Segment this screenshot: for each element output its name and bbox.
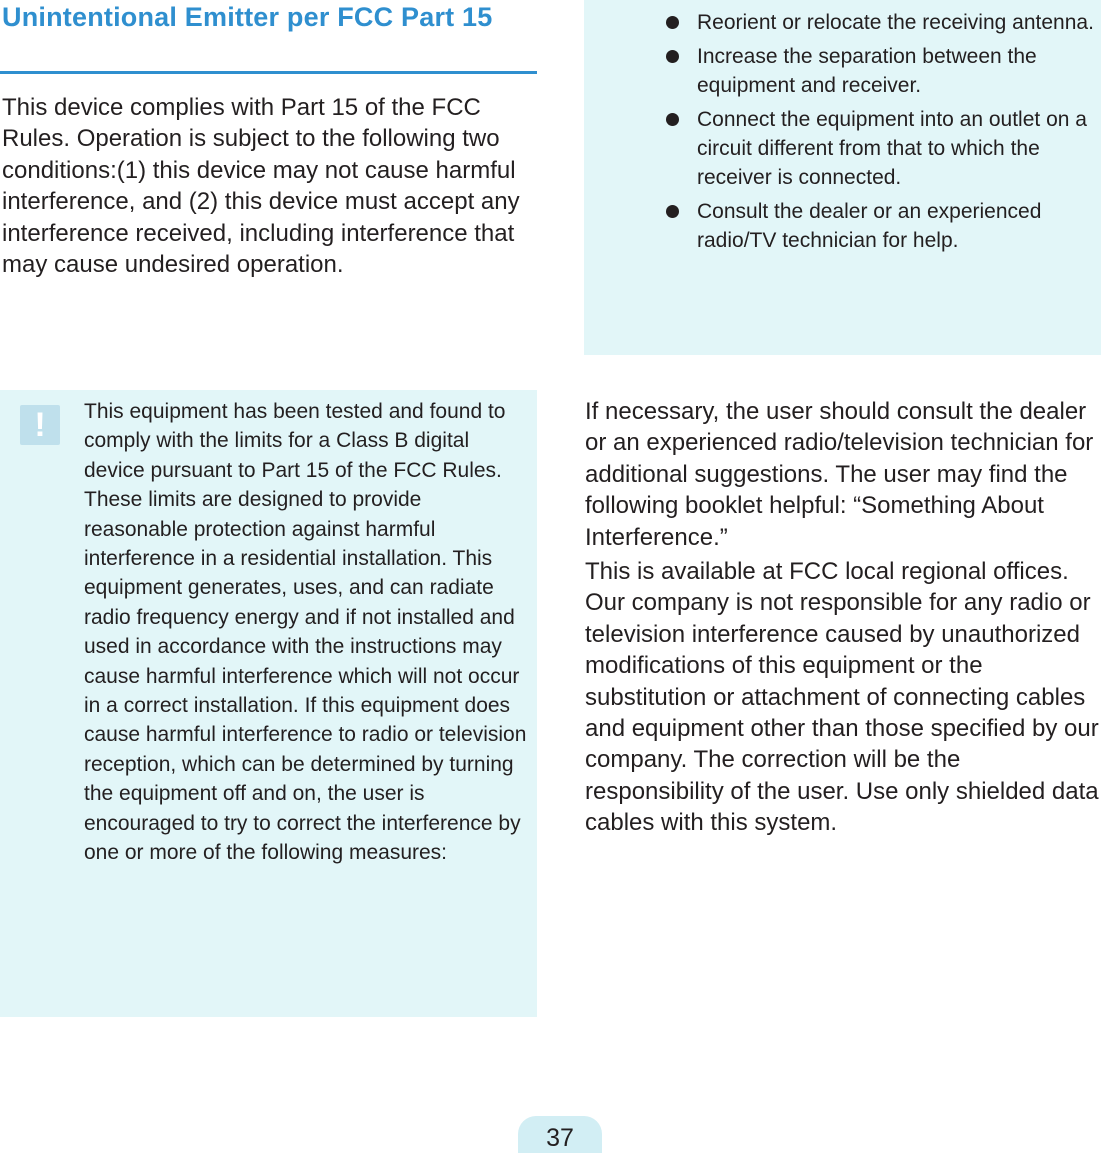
availability-paragraph: This is available at FCC local regional offices. Our company is not responsible for any radio or television interference caused by unauthorized modifications of this equipment or the substitution or attachment of connecting cables and equipment other than those specified by our company. The correction will be the responsibility of the user. Use only shielded data cables with this system. xyxy=(585,558,1099,837)
list-item xyxy=(666,8,1096,37)
page-number: 37 xyxy=(518,1116,602,1153)
measure-text: Reorient or relocate the receiving antenna. xyxy=(697,11,1094,34)
measure-text: Consult the dealer or an experienced radio/TV technician for help. xyxy=(697,200,1042,252)
bullet-icon xyxy=(666,113,679,126)
list-item xyxy=(666,197,1096,255)
measures-box xyxy=(584,0,1101,355)
measure-text: Increase the separation between the equipment and receiver. xyxy=(697,45,1037,97)
intro-paragraph: This device complies with Part 15 of the FCC Rules. Operation is subject to the following two conditions:(1) this device may not cause harmful interference, and (2) this device must accept any interference received, including interference that may cause undesired operation. xyxy=(2,94,520,279)
bullet-icon xyxy=(666,50,679,63)
measures-list xyxy=(666,8,1096,260)
warning-icon: ! xyxy=(20,405,60,445)
consult-paragraph: If necessary, the user should consult the dealer or an experienced radio/television technician for additional suggestions. The user may find the following booklet helpful: “Something About Interference.” xyxy=(585,398,1094,551)
note-text: This equipment has been tested and found to comply with the limits for a Class B digital device pursuant to Part 15 of the FCC Rules. These limits are designed to provide reasonable protection against harmful interference in a residential installation. This equipment generates, uses, and can radiate radio frequency energy and if not installed and used in accordance with the instructions may cause harmful interference which will not occur in a correct installation. If this equipment does cause harmful interference to radio or television reception, which can be determined by turning the equipment off and on, the user is encouraged to try to correct the interference by one or more of the following measures: xyxy=(84,400,527,865)
page-title: Unintentional Emitter per FCC Part 15 xyxy=(2,2,493,32)
list-item xyxy=(666,42,1096,100)
bullet-icon xyxy=(666,16,679,29)
list-item xyxy=(666,105,1096,192)
title-divider xyxy=(0,71,537,74)
measure-text: Connect the equipment into an outlet on a circuit different from that to which the receiver is connected. xyxy=(697,108,1087,189)
bullet-icon xyxy=(666,205,679,218)
note-box xyxy=(0,390,537,1017)
